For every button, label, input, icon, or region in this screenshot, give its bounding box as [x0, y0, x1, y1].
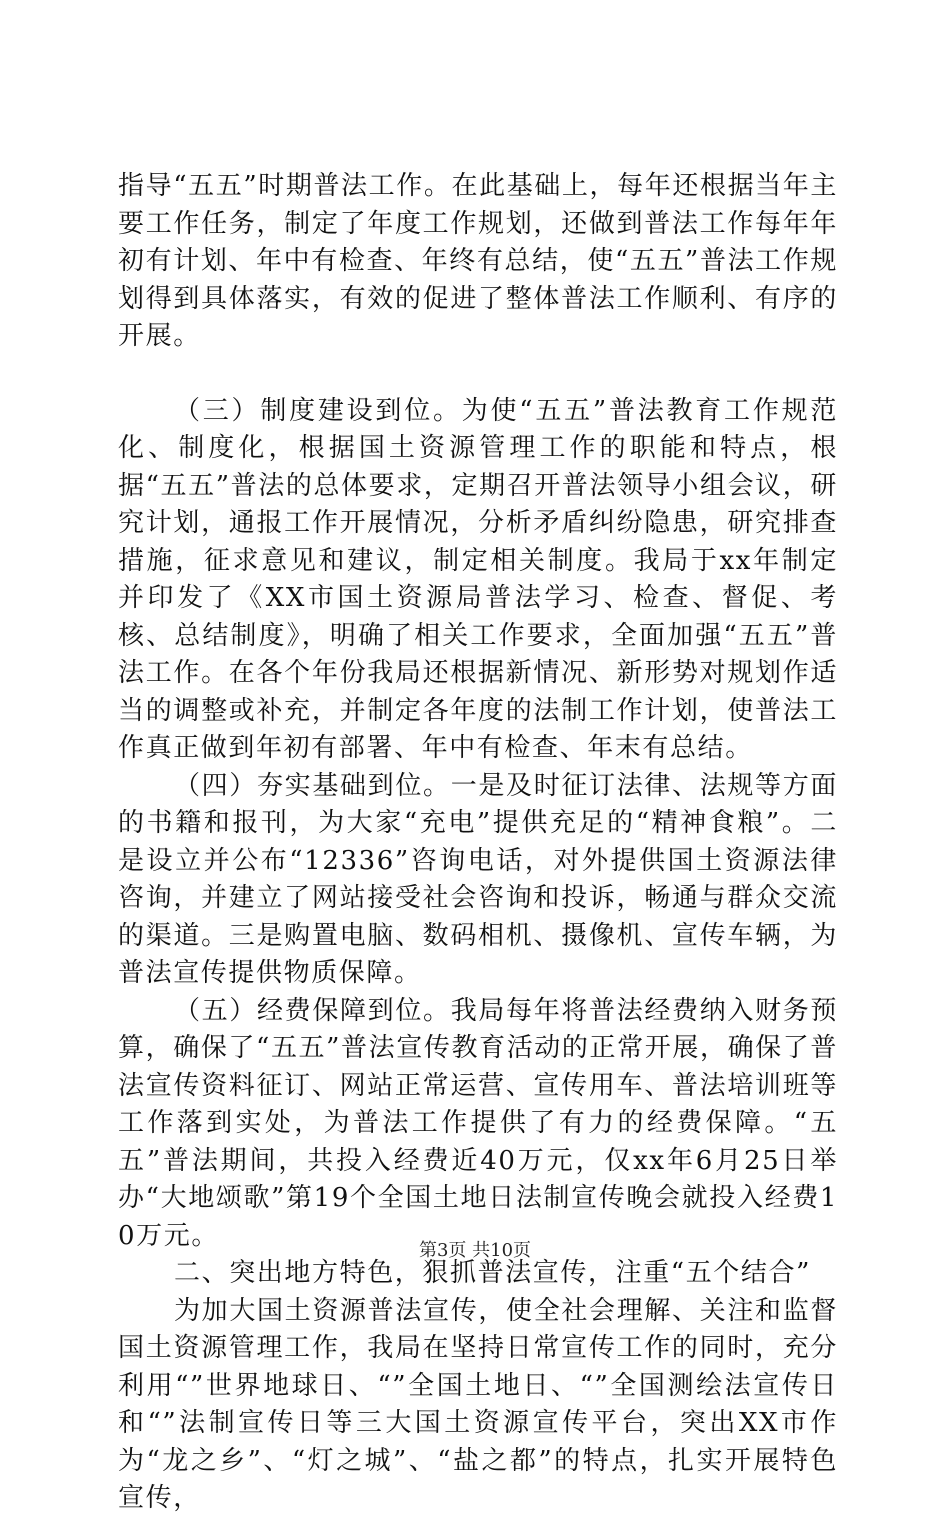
paragraph-section-3: （三）制度建设到位。为使“五五”普法教育工作规范化、制度化，根据国土资源管理工作的职能和特点，根据“五五”普法的总体要求，定期召开普法领导小组会议，研究计划，通报工作开展情况，分析矛盾纠纷隐患，研究排查措施，征求意见和建议，制定相关制度。我局于xx年制定并印发了《XX市国土资源局普法学习、检查、督促、考核、总结制度》，明确了相关工作要求，全面加强“五五”普法工作。在各个年份我局还根据新情况、新形势对规划作适当的调整或补充，并制定各年度的法制工作计划，使普法工作真正做到年初有部署、年中有检查、年末有总结。: [118, 395, 838, 763]
paragraph-section-4: （四）夯实基础到位。一是及时征订法律、法规等方面的书籍和报刊，为大家“充电”提供充足的“精神食粮”。二是设立并公布“12336”咨询电话，对外提供国土资源法律咨询，并建立了网站接受社会咨询和投诉，畅通与群众交流的渠道。三是购置电脑、数码相机、摄像机、宣传车辆，为普法宣传提供物质保障。: [118, 770, 838, 988]
paragraph-continuation: 指导“五五”时期普法工作。在此基础上，每年还根据当年主要工作任务，制定了年度工作规划，还做到普法工作每年年初有计划、年中有检查、年终有总结，使“五五”普法工作规划得到具体落实，有效的促进了整体普法工作顺利、有序的开展。: [118, 171, 838, 351]
paragraph-section-5: （五）经费保障到位。我局每年将普法经费纳入财务预算，确保了“五五”普法宣传教育活动的正常开展，确保了普法宣传资料征订、网站正常运营、宣传用车、普法培训班等工作落到实处，为普法工作提供了有力的经费保障。“五五”普法期间，共投入经费近40万元，仅xx年6月25日举办“大地颂歌”第19个全国土地日法制宣传晚会就投入经费10万元。: [118, 995, 838, 1251]
page-footer: 第3页 共10页: [418, 1240, 532, 1261]
section-heading-2: 二、突出地方特色，狠抓普法宣传，注重“五个结合”: [174, 1258, 811, 1288]
paragraph-section-2-body: 为加大国土资源普法宣传，使全社会理解、关注和监督国土资源管理工作，我局在坚持日常宣传工作的同时，充分利用“”世界地球日、“”全国土地日、“”全国测绘法宣传日和“”法制宣传日等三大国土资源宣传平台，突出XX市作为“龙之乡”、“灯之城”、“盐之都”的特点，扎实开展特色宣传，: [118, 1295, 838, 1513]
document-body: [118, 168, 838, 1518]
